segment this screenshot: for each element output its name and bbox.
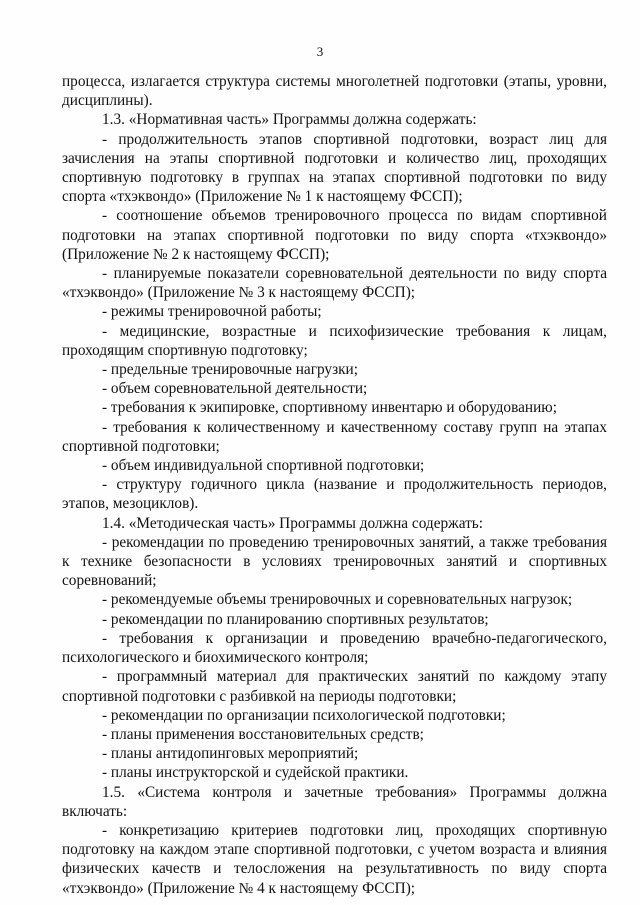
paragraph: - продолжительность этапов спортивной подготовки, возраст лиц для зачисления на этапы спортивной подготовки и количество лиц, проходящих спортивную подготовку в группах на этапах спортивной подготовки по виду спорта «тхэквондо» (Приложение № 1 к настоящему ФССП); bbox=[62, 130, 607, 206]
paragraph: - требования к количественному и качественному составу групп на этапах спортивной подготовки; bbox=[62, 418, 607, 455]
page-number: 3 bbox=[316, 44, 324, 59]
paragraph: - структуру годичного цикла (название и продолжительность периодов, этапов, мезоциклов). bbox=[62, 476, 607, 513]
paragraph: - соотношение объемов тренировочного процесса по видам спортивной подготовки на этапах спортивной подготовки по виду спорта «тхэквондо» (Приложение № 2 к настоящему ФССП); bbox=[62, 207, 607, 263]
paragraph: - медицинские, возрастные и психофизические требования к лицам, проходящим спортивную подготовку; bbox=[62, 322, 607, 359]
paragraph: - предельные тренировочные нагрузки; bbox=[102, 361, 358, 379]
paragraph: - объем индивидуальной спортивной подготовки; bbox=[102, 457, 425, 475]
paragraph: - рекомендации по планированию спортивных результатов; bbox=[102, 610, 489, 628]
paragraph: 1.3. «Нормативная часть» Программы должна содержать: bbox=[102, 111, 477, 129]
paragraph: - рекомендуемые объемы тренировочных и соревновательных нагрузок; bbox=[102, 591, 573, 609]
paragraph: - планы антидопинговых мероприятий; bbox=[102, 745, 359, 763]
paragraph: - программный материал для практических занятий по каждому этапу спортивной подготовки с разбивкой на периоды подготовки; bbox=[62, 668, 607, 705]
document-body bbox=[62, 72, 607, 898]
paragraph: - требования к организации и проведению врачебно-педагогического, психологического и биохимического контроля; bbox=[62, 629, 607, 667]
paragraph: - объем соревновательной деятельности; bbox=[102, 380, 368, 398]
paragraph: - конкретизацию критериев подготовки лиц, проходящих спортивную подготовку на каждом этапе спортивной подготовки, с учетом возраста и влияния физических качеств и телосложения на результативность по виду спорта «тхэквондо» (Приложение № 4 к настоящему ФССП); bbox=[62, 821, 607, 897]
paragraph: 1.4. «Методическая часть» Программы должна содержать: bbox=[102, 514, 484, 532]
paragraph: - рекомендации по проведению тренировочных занятий, а также требования к технике безопасности в условиях тренировочных занятий и спортивных соревнований; bbox=[62, 533, 607, 590]
paragraph: 1.5. «Система контроля и зачетные требования» Программы должна включать: bbox=[62, 783, 607, 820]
paragraph: - рекомендации по организации психологической подготовки; bbox=[102, 706, 506, 724]
paragraph: процесса, излагается структура системы многолетней подготовки (этапы, уровни, дисциплины). bbox=[62, 73, 607, 110]
paragraph: - планируемые показатели соревновательной деятельности по виду спорта «тхэквондо» (Приложение № 3 к настоящему ФССП); bbox=[62, 265, 607, 302]
paragraph: - планы инструкторской и судейской практики. bbox=[102, 764, 409, 782]
paragraph: - планы применения восстановительных средств; bbox=[102, 725, 424, 743]
paragraph: - требования к экипировке, спортивному инвентарю и оборудованию; bbox=[102, 399, 557, 417]
paragraph: - режимы тренировочной работы; bbox=[102, 303, 322, 321]
